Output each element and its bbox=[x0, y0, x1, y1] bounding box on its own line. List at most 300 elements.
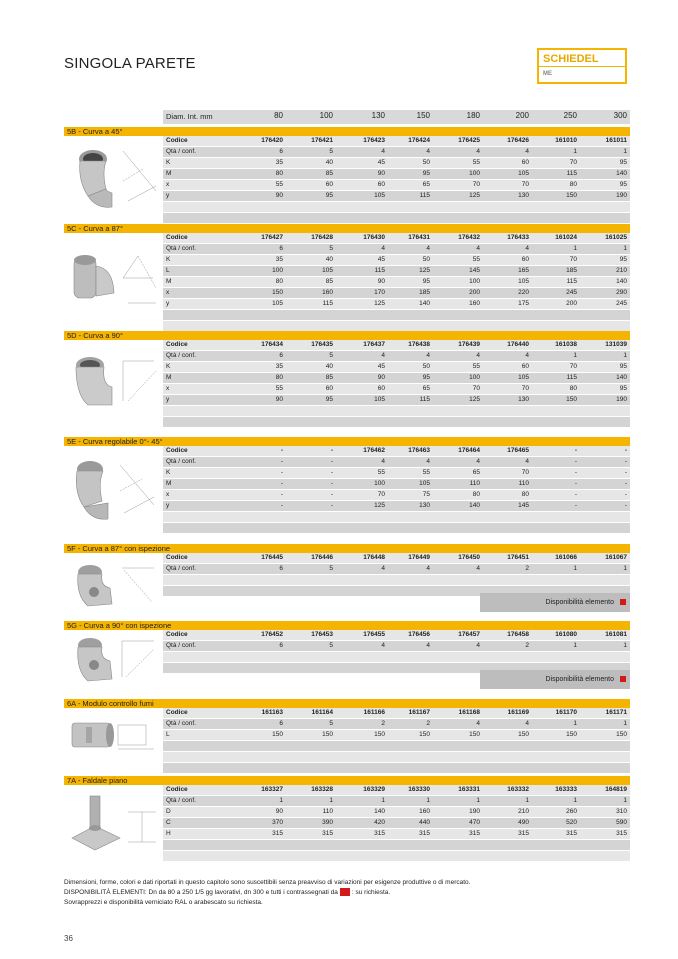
table-cell: 60 bbox=[325, 181, 333, 188]
page-number: 36 bbox=[64, 934, 73, 943]
table-cell: 80 bbox=[472, 491, 480, 498]
logo-brand: SCHIEDEL bbox=[543, 53, 599, 65]
table-cell: 310 bbox=[616, 808, 627, 815]
table-cell: 4 bbox=[476, 720, 480, 727]
table-cell: 4 bbox=[525, 720, 529, 727]
table-cell: 145 bbox=[469, 267, 480, 274]
table-cell: - bbox=[330, 447, 333, 454]
table-cell: 176446 bbox=[311, 554, 333, 561]
table-cell: 161167 bbox=[408, 709, 430, 716]
table-cell: 2 bbox=[426, 720, 430, 727]
section-title-bar bbox=[64, 437, 630, 446]
table-cell: 4 bbox=[426, 245, 430, 252]
table-cell: 125 bbox=[419, 267, 430, 274]
table-cell: 176426 bbox=[507, 137, 529, 144]
table-cell: 145 bbox=[518, 502, 529, 509]
diameter-250: 250 bbox=[563, 111, 577, 120]
spec-table bbox=[163, 233, 630, 332]
table-cell: 4 bbox=[426, 565, 430, 572]
table-cell: - bbox=[330, 502, 333, 509]
table-row bbox=[163, 169, 630, 180]
logo-divider bbox=[539, 66, 625, 67]
table-cell: 110 bbox=[518, 480, 529, 487]
table-row bbox=[163, 708, 630, 719]
table-cell: 163331 bbox=[458, 786, 480, 793]
row-label: y bbox=[166, 396, 170, 403]
table-cell: 80 bbox=[275, 170, 283, 177]
spec-table bbox=[163, 785, 630, 862]
row-label: Codice bbox=[166, 234, 188, 241]
table-cell: 176450 bbox=[458, 554, 480, 561]
table-cell: 176433 bbox=[507, 234, 529, 241]
row-label: K bbox=[166, 256, 171, 263]
diameter-150: 150 bbox=[416, 111, 430, 120]
table-cell: 50 bbox=[422, 159, 430, 166]
spec-table bbox=[163, 340, 630, 428]
table-cell: 125 bbox=[374, 502, 385, 509]
table-cell: 6 bbox=[279, 720, 283, 727]
table-cell: 4 bbox=[525, 352, 529, 359]
section-title-bar bbox=[64, 331, 630, 340]
table-cell: 6 bbox=[279, 148, 283, 155]
section-title: 5E - Curva regolabile 0°- 45° bbox=[67, 437, 163, 446]
table-cell: 161011 bbox=[605, 137, 627, 144]
table-row bbox=[163, 213, 630, 224]
section-title-bar bbox=[64, 224, 630, 233]
table-cell: - bbox=[330, 469, 333, 476]
row-label: Qtà / conf. bbox=[166, 148, 196, 155]
table-cell: 55 bbox=[275, 385, 283, 392]
table-cell: 60 bbox=[377, 385, 385, 392]
table-cell: 163329 bbox=[363, 786, 385, 793]
table-cell: 161164 bbox=[311, 709, 333, 716]
table-row bbox=[163, 147, 630, 158]
table-cell: 140 bbox=[616, 278, 627, 285]
table-cell: 115 bbox=[566, 374, 577, 381]
table-cell: 164819 bbox=[605, 786, 627, 793]
table-cell: - bbox=[624, 458, 627, 465]
table-cell: 163330 bbox=[408, 786, 430, 793]
table-cell: 165 bbox=[518, 267, 529, 274]
table-cell: 4 bbox=[476, 148, 480, 155]
table-cell: 70 bbox=[569, 159, 577, 166]
table-cell: 220 bbox=[518, 289, 529, 296]
table-row bbox=[163, 575, 630, 586]
table-cell: 150 bbox=[566, 192, 577, 199]
table-cell: - bbox=[280, 458, 283, 465]
section-title-bar bbox=[64, 699, 630, 708]
table-cell: 150 bbox=[374, 731, 385, 738]
diameter-header-label: Diam. Int. mm bbox=[166, 112, 213, 121]
table-cell: 110 bbox=[469, 480, 480, 487]
table-cell: 185 bbox=[566, 267, 577, 274]
table-cell: 470 bbox=[469, 819, 480, 826]
row-label: L bbox=[166, 267, 170, 274]
table-cell: - bbox=[280, 447, 283, 454]
table-cell: - bbox=[330, 458, 333, 465]
table-cell: 176452 bbox=[261, 631, 283, 638]
table-cell: 1 bbox=[381, 797, 385, 804]
table-cell: 210 bbox=[616, 267, 627, 274]
table-cell: 150 bbox=[272, 731, 283, 738]
row-label: M bbox=[166, 170, 172, 177]
table-cell: 210 bbox=[518, 808, 529, 815]
table-cell: 5 bbox=[329, 352, 333, 359]
section-title: 6A - Modulo controllo fumi bbox=[67, 699, 154, 708]
table-cell: 190 bbox=[616, 396, 627, 403]
table-cell: 4 bbox=[426, 352, 430, 359]
table-cell: 176464 bbox=[458, 447, 480, 454]
table-cell: 4 bbox=[476, 642, 480, 649]
table-cell: 70 bbox=[472, 181, 480, 188]
table-cell: 176453 bbox=[311, 631, 333, 638]
table-cell: 5 bbox=[329, 245, 333, 252]
table-cell: 176421 bbox=[311, 137, 333, 144]
table-cell: 140 bbox=[616, 374, 627, 381]
table-cell: 160 bbox=[322, 289, 333, 296]
table-row bbox=[163, 457, 630, 468]
section-title-bar bbox=[64, 776, 630, 785]
table-cell: - bbox=[574, 469, 577, 476]
table-cell: - bbox=[280, 469, 283, 476]
table-cell: 161171 bbox=[605, 709, 627, 716]
table-cell: 130 bbox=[419, 502, 430, 509]
table-cell: 163327 bbox=[261, 786, 283, 793]
table-cell: 160 bbox=[469, 300, 480, 307]
table-cell: 70 bbox=[521, 385, 529, 392]
table-cell: 60 bbox=[521, 159, 529, 166]
table-row bbox=[163, 395, 630, 406]
table-cell: 1 bbox=[476, 797, 480, 804]
table-cell: 161010 bbox=[555, 137, 577, 144]
table-cell: 150 bbox=[272, 289, 283, 296]
availability-red-marker bbox=[620, 676, 626, 682]
table-cell: 1 bbox=[573, 720, 577, 727]
table-cell: 6 bbox=[279, 565, 283, 572]
table-cell: 1 bbox=[573, 797, 577, 804]
table-cell: 1 bbox=[623, 797, 627, 804]
table-cell: 90 bbox=[275, 192, 283, 199]
section-title: 5B - Curva a 45° bbox=[67, 127, 123, 136]
section-title: 5G - Curva a 90° con ispezione bbox=[67, 621, 172, 630]
row-label: x bbox=[166, 181, 170, 188]
diameter-130: 130 bbox=[371, 111, 385, 120]
table-cell: 176462 bbox=[363, 447, 385, 454]
row-label: x bbox=[166, 491, 170, 498]
table-cell: 1 bbox=[573, 148, 577, 155]
table-cell: 176440 bbox=[507, 341, 529, 348]
table-cell: 105 bbox=[272, 300, 283, 307]
table-cell: 4 bbox=[476, 245, 480, 252]
table-cell: 85 bbox=[325, 278, 333, 285]
table-cell: 6 bbox=[279, 245, 283, 252]
table-row bbox=[163, 630, 630, 641]
table-row bbox=[163, 641, 630, 652]
table-cell: 163328 bbox=[311, 786, 333, 793]
table-cell: 160 bbox=[419, 808, 430, 815]
table-cell: 176425 bbox=[458, 137, 480, 144]
table-cell: 2 bbox=[525, 642, 529, 649]
table-row bbox=[163, 158, 630, 169]
table-cell: 115 bbox=[374, 267, 385, 274]
table-cell: 176423 bbox=[363, 137, 385, 144]
table-cell: 4 bbox=[426, 642, 430, 649]
table-cell: 65 bbox=[472, 469, 480, 476]
table-cell: 161166 bbox=[363, 709, 385, 716]
table-cell: 140 bbox=[469, 502, 480, 509]
row-label: y bbox=[166, 300, 170, 307]
table-cell: 95 bbox=[619, 181, 627, 188]
table-cell: 95 bbox=[325, 192, 333, 199]
table-cell: - bbox=[624, 447, 627, 454]
availability-label: Disponibilità elemento bbox=[545, 599, 614, 606]
table-cell: 176448 bbox=[363, 554, 385, 561]
table-cell: 95 bbox=[619, 256, 627, 263]
table-cell: 60 bbox=[325, 385, 333, 392]
table-cell: 161081 bbox=[605, 631, 627, 638]
row-label: Codice bbox=[166, 341, 188, 348]
table-cell: 190 bbox=[469, 808, 480, 815]
table-cell: 95 bbox=[619, 159, 627, 166]
table-row bbox=[163, 244, 630, 255]
table-cell: 1 bbox=[573, 565, 577, 572]
table-cell: 260 bbox=[566, 808, 577, 815]
flat-flashing-image bbox=[68, 792, 160, 857]
table-cell: 4 bbox=[381, 148, 385, 155]
table-row bbox=[163, 851, 630, 862]
table-row bbox=[163, 384, 630, 395]
section-title: 5D - Curva a 90° bbox=[67, 331, 123, 340]
table-cell: 176428 bbox=[311, 234, 333, 241]
table-cell: - bbox=[280, 480, 283, 487]
row-label: L bbox=[166, 731, 170, 738]
table-cell: - bbox=[624, 502, 627, 509]
table-cell: 65 bbox=[422, 181, 430, 188]
table-cell: 4 bbox=[381, 352, 385, 359]
table-row bbox=[163, 719, 630, 730]
table-cell: 6 bbox=[279, 352, 283, 359]
row-label: Codice bbox=[166, 631, 188, 638]
section-title: 7A - Faldale piano bbox=[67, 776, 128, 785]
table-row bbox=[163, 340, 630, 351]
table-cell: 100 bbox=[469, 278, 480, 285]
table-row bbox=[163, 741, 630, 752]
table-cell: 105 bbox=[374, 192, 385, 199]
row-label: D bbox=[166, 808, 171, 815]
table-cell: 125 bbox=[469, 192, 480, 199]
table-cell: 176430 bbox=[363, 234, 385, 241]
table-cell: 105 bbox=[518, 374, 529, 381]
table-cell: 1 bbox=[623, 148, 627, 155]
table-cell: 115 bbox=[566, 278, 577, 285]
row-label: Codice bbox=[166, 447, 188, 454]
table-row bbox=[163, 310, 630, 321]
table-row bbox=[163, 351, 630, 362]
table-cell: - bbox=[574, 458, 577, 465]
table-cell: 150 bbox=[566, 396, 577, 403]
table-cell: 140 bbox=[374, 808, 385, 815]
elbow-90-inspection-image bbox=[68, 633, 160, 698]
table-row bbox=[163, 512, 630, 523]
table-cell: 161024 bbox=[555, 234, 577, 241]
table-row bbox=[163, 730, 630, 741]
table-cell: 163332 bbox=[507, 786, 529, 793]
table-cell: 90 bbox=[377, 374, 385, 381]
table-cell: - bbox=[624, 469, 627, 476]
table-cell: 161163 bbox=[261, 709, 283, 716]
table-row bbox=[163, 763, 630, 774]
table-row bbox=[163, 277, 630, 288]
page-title: SINGOLA PARETE bbox=[64, 55, 196, 72]
table-cell: - bbox=[574, 447, 577, 454]
table-cell: 105 bbox=[518, 170, 529, 177]
diameter-300: 300 bbox=[613, 111, 627, 120]
table-cell: 80 bbox=[275, 374, 283, 381]
table-cell: 4 bbox=[381, 642, 385, 649]
table-row bbox=[163, 406, 630, 417]
elbow-87-inspection-image bbox=[68, 558, 160, 623]
row-label: K bbox=[166, 363, 171, 370]
section-title-bar bbox=[64, 127, 630, 136]
table-cell: 315 bbox=[374, 830, 385, 837]
table-cell: 5 bbox=[329, 148, 333, 155]
table-cell: 1 bbox=[623, 642, 627, 649]
table-cell: 1 bbox=[426, 797, 430, 804]
table-row bbox=[163, 373, 630, 384]
table-row bbox=[163, 490, 630, 501]
table-cell: 4 bbox=[381, 565, 385, 572]
table-cell: 45 bbox=[377, 159, 385, 166]
table-cell: 70 bbox=[472, 385, 480, 392]
row-label: M bbox=[166, 278, 172, 285]
table-cell: 2 bbox=[381, 720, 385, 727]
table-cell: 90 bbox=[377, 170, 385, 177]
table-cell: 176465 bbox=[507, 447, 529, 454]
row-label: y bbox=[166, 192, 170, 199]
table-cell: 60 bbox=[521, 256, 529, 263]
table-cell: 161066 bbox=[555, 554, 577, 561]
table-cell: 40 bbox=[325, 159, 333, 166]
table-cell: 115 bbox=[419, 192, 430, 199]
row-label: Codice bbox=[166, 554, 188, 561]
table-cell: 4 bbox=[525, 458, 529, 465]
table-row bbox=[163, 785, 630, 796]
table-cell: 161038 bbox=[555, 341, 577, 348]
table-cell: 4 bbox=[381, 245, 385, 252]
table-cell: - bbox=[574, 491, 577, 498]
table-cell: 105 bbox=[419, 480, 430, 487]
footer-availability-text: DISPONIBILITÀ ELEMENTI: Dn da 80 a 250 1/5 gg lavorativi, dn 300 e tutti i contrassegnati da bbox=[64, 889, 338, 896]
table-cell: 176438 bbox=[408, 341, 430, 348]
diameter-100: 100 bbox=[319, 111, 333, 120]
row-label: Qtà / conf. bbox=[166, 642, 196, 649]
table-cell: 95 bbox=[325, 396, 333, 403]
table-cell: 35 bbox=[275, 256, 283, 263]
table-cell: 50 bbox=[422, 363, 430, 370]
table-cell: 185 bbox=[419, 289, 430, 296]
table-cell: 200 bbox=[469, 289, 480, 296]
table-cell: 190 bbox=[616, 192, 627, 199]
table-cell: 161168 bbox=[458, 709, 480, 716]
footer-availability bbox=[64, 888, 634, 898]
table-cell: 55 bbox=[472, 363, 480, 370]
section-title-bar bbox=[64, 621, 630, 630]
red-square-marker bbox=[340, 888, 350, 896]
table-cell: 5 bbox=[329, 720, 333, 727]
table-row bbox=[163, 468, 630, 479]
table-cell: 140 bbox=[616, 170, 627, 177]
row-label: x bbox=[166, 385, 170, 392]
row-label: y bbox=[166, 502, 170, 509]
table-cell: 70 bbox=[521, 181, 529, 188]
table-cell: 315 bbox=[616, 830, 627, 837]
table-cell: 176463 bbox=[408, 447, 430, 454]
table-cell: 95 bbox=[422, 278, 430, 285]
table-cell: 150 bbox=[469, 731, 480, 738]
table-row bbox=[163, 288, 630, 299]
table-cell: 115 bbox=[566, 170, 577, 177]
table-row bbox=[163, 180, 630, 191]
table-cell: 420 bbox=[374, 819, 385, 826]
table-cell: 1 bbox=[573, 642, 577, 649]
table-cell: - bbox=[330, 491, 333, 498]
spec-table bbox=[163, 708, 630, 774]
table-cell: 5 bbox=[329, 642, 333, 649]
availability-note bbox=[480, 593, 630, 612]
table-cell: 176455 bbox=[363, 631, 385, 638]
elbow-87-image bbox=[68, 248, 160, 323]
elbow-45-image bbox=[68, 141, 160, 226]
adjustable-elbow-image bbox=[68, 453, 160, 538]
table-cell: 70 bbox=[569, 363, 577, 370]
spec-table bbox=[163, 553, 630, 597]
availability-label: Disponibilità elemento bbox=[545, 676, 614, 683]
table-cell: 315 bbox=[566, 830, 577, 837]
table-cell: 161169 bbox=[507, 709, 529, 716]
table-cell: 1 bbox=[525, 797, 529, 804]
table-cell: 45 bbox=[377, 256, 385, 263]
smoke-control-module-image bbox=[68, 715, 160, 764]
table-cell: 176431 bbox=[408, 234, 430, 241]
table-cell: 90 bbox=[275, 396, 283, 403]
table-cell: 140 bbox=[419, 300, 430, 307]
row-label: Qtà / conf. bbox=[166, 245, 196, 252]
table-cell: 130 bbox=[518, 192, 529, 199]
table-cell: - bbox=[624, 491, 627, 498]
table-cell: 370 bbox=[272, 819, 283, 826]
table-row bbox=[163, 446, 630, 457]
availability-red-marker bbox=[620, 599, 626, 605]
table-cell: 105 bbox=[374, 396, 385, 403]
table-row bbox=[163, 417, 630, 428]
table-row bbox=[163, 807, 630, 818]
table-cell: 45 bbox=[377, 363, 385, 370]
table-cell: 90 bbox=[377, 278, 385, 285]
spec-table bbox=[163, 136, 630, 224]
row-label: x bbox=[166, 289, 170, 296]
table-cell: 161170 bbox=[555, 709, 577, 716]
table-row bbox=[163, 818, 630, 829]
row-label: Qtà / conf. bbox=[166, 797, 196, 804]
table-cell: 55 bbox=[472, 159, 480, 166]
table-row bbox=[163, 523, 630, 534]
table-cell: 2 bbox=[525, 565, 529, 572]
table-cell: 1 bbox=[623, 245, 627, 252]
table-cell: 125 bbox=[374, 300, 385, 307]
table-row bbox=[163, 255, 630, 266]
table-cell: 95 bbox=[422, 374, 430, 381]
table-cell: 150 bbox=[616, 731, 627, 738]
